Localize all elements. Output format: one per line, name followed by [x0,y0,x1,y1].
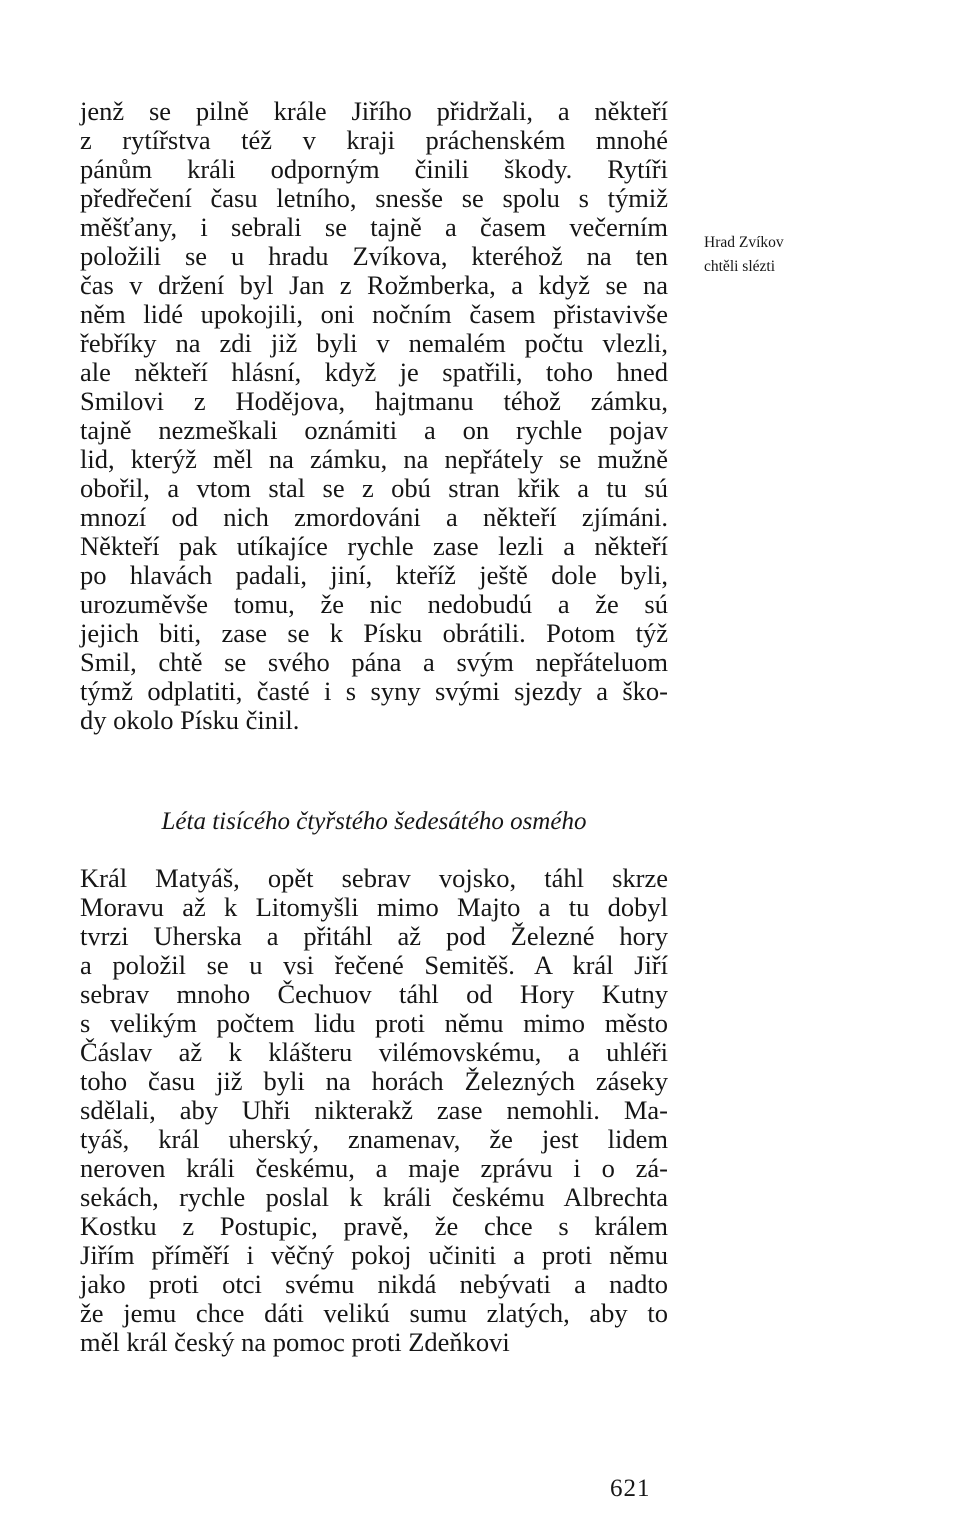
margin-note [704,231,824,279]
text-line: měšťany, i sebrali se tajně a časem večerním [80,212,668,242]
margin-note-line-2: chtěli slézti [704,258,776,275]
text-line: dy okolo Písku činil. [80,705,300,735]
text-line: urozuměvše tomu, že nic nedobudú a že sú [80,589,668,619]
text-line: a položil se u vsi řečené Semitěš. A král Jiří [80,950,668,980]
text-line: tvrzi Uherska a přitáhl až pod Železné hory [80,921,668,951]
text-line: Čáslav až k klášteru vilémovskému, a uhléři [80,1037,668,1067]
text-line: Jiřím příměří i věčný pokoj učiniti a proti němu [80,1240,668,1270]
text-line: jejich biti, zase se k Písku obrátili. Potom týž [80,618,668,648]
text-line: měl král český na pomoc proti Zdeňkovi [80,1327,510,1357]
page-number: 621 [610,1475,651,1502]
text-line: sekách, rychle poslal k králi českému Albrechta [80,1182,668,1212]
text-line: z rytířstva též v kraji práchenském mnohé [80,125,668,155]
section-heading: Léta tisícého čtyřstého šedesátého osmého [161,808,587,835]
text-line: řebříky na zdi již byli v nemalém počtu vlezli, [80,328,668,358]
text-line: Smilovi z Hodějova, hajtmanu téhož zámku, [80,386,668,416]
text-line: Král Matyáš, opět sebrav vojsko, táhl skrze [80,863,668,893]
text-line: po hlavách padali, jiní, kteříž ještě dole byli, [80,560,668,590]
text-line: toho času již byli na horách Železných záseky [80,1066,668,1096]
text-line: že jemu chce dáti velikú sumu zlatých, aby to [80,1298,668,1328]
text-line: Někteří pak utíkajíce rychle zase lezli a někteří [80,531,668,561]
text-line: položili se u hradu Zvíkova, kteréhož na ten [80,241,668,271]
text-line: ale někteří hlásní, když je spatřili, toho hned [80,357,668,387]
text-line: Smil, chtě se svého pána a svým nepřáteluom [80,647,668,677]
text-line: pánům králi odporným činili škody. Rytíři [80,154,668,184]
margin-note-line-1: Hrad Zvíkov [704,234,784,251]
text-line: s velikým počtem lidu proti němu mimo město [80,1008,668,1038]
text-line: Moravu až k Litomyšli mimo Majto a tu dobyl [80,892,668,922]
text-line: jako proti otci svému nikdá nebývati a nadto [80,1269,668,1299]
text-line: mnozí od nich zmordováni a někteří zjímáni. [80,502,668,532]
text-line: jenž se pilně krále Jiřího přidržali, a někteří [80,96,668,126]
text-line: čas v držení byl Jan z Rožmberka, a když se na [80,270,668,300]
paragraph-2 [80,864,668,1357]
text-line: sebrav mnoho Čechuov táhl od Hory Kutny [80,979,668,1009]
text-line: tajně nezmeškali oznámiti a on rychle pojav [80,415,668,445]
text-line: týmž odplatiti, časté i s syny svými sjezdy a ško- [80,676,668,706]
text-line: lid, kterýž měl na zámku, na nepřátely se mužně [80,444,668,474]
text-line: něm lidé upokojili, oni nočním časem přistavivše [80,299,668,329]
text-line: neroven králi českému, a maje zprávu i o zá- [80,1153,668,1183]
text-line: tyáš, král uherský, znamenav, že jest lidem [80,1124,668,1154]
text-line: sdělali, aby Uhři nikterakž zase nemohli. Ma- [80,1095,668,1125]
paragraph-1 [80,97,668,735]
text-line: obořil, a vtom stal se z obú stran křik a tu sú [80,473,668,503]
text-line: Kostku z Postupic, pravě, že chce s králem [80,1211,668,1241]
text-line: předřečení času letního, snesše se spolu s týmiž [80,183,668,213]
